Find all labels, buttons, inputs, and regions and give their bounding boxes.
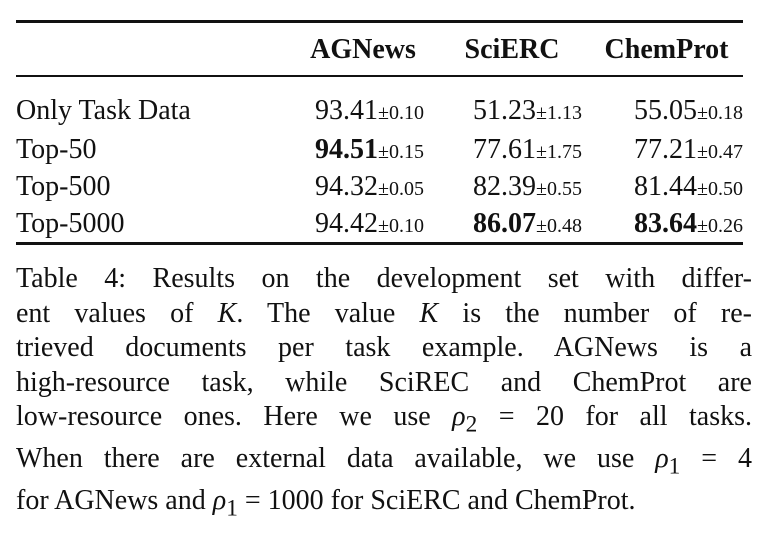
header-cell-agnews: AGNews <box>310 34 416 65</box>
header-cell-chemprot: ChemProt <box>604 34 729 65</box>
table-cell <box>424 76 582 131</box>
cell-std-dev: ±0.18 <box>697 102 743 124</box>
cell-std-dev: ±0.48 <box>536 214 582 237</box>
caption-line: high-resource task, while SciREC and ChemProt are <box>16 366 752 398</box>
table-cell <box>582 131 743 168</box>
cell-value: 94.51 <box>315 133 379 165</box>
cell-value: 77.61 <box>473 133 537 165</box>
table-row <box>16 205 743 242</box>
cell-value: 93.41 <box>315 95 379 126</box>
caption-line: low-resource ones. Here we use $\rho_2 = 20$ for all tasks. <box>16 401 752 438</box>
cell-value: 82.39 <box>473 170 537 202</box>
cell-value: 77.21 <box>634 133 698 165</box>
table-row <box>16 131 743 168</box>
table-header-row <box>16 24 743 76</box>
cell-std-dev: ±0.05 <box>378 177 424 200</box>
table-row <box>16 168 743 205</box>
results-table <box>16 24 743 242</box>
table-body <box>16 76 743 242</box>
cell-value: 94.32 <box>315 170 379 202</box>
caption-line: Table 4: Results on the development set with differ- <box>16 263 752 294</box>
cell-std-dev: ±0.47 <box>697 140 743 163</box>
row-label: Top-50 <box>16 133 97 165</box>
row-label: Only Task Data <box>16 95 191 126</box>
table-cell <box>254 131 424 168</box>
cell-std-dev: ±0.55 <box>536 177 582 200</box>
table-cell <box>582 76 743 131</box>
cell-std-dev: ±1.75 <box>536 140 582 163</box>
caption-line: trieved documents per task example. AGNews is a <box>16 332 752 363</box>
table-cell <box>424 168 582 205</box>
header-cell-empty <box>16 24 254 76</box>
cell-value: 86.07 <box>473 207 537 239</box>
row-label: Top-5000 <box>16 207 125 239</box>
cell-std-dev: ±1.13 <box>536 102 582 124</box>
table-cell <box>424 205 582 242</box>
caption-line: for AGNews and $\rho_1 = 1000$ for SciERC and ChemProt. <box>16 485 636 522</box>
cell-std-dev: ±0.15 <box>378 140 424 163</box>
table-cell <box>254 76 424 131</box>
table-cell <box>424 131 582 168</box>
cell-std-dev: ±0.50 <box>697 177 743 200</box>
caption-line: ent values of K. The value K is the number of re- <box>16 297 752 329</box>
cell-std-dev: ±0.26 <box>697 214 743 237</box>
cell-std-dev: ±0.10 <box>378 214 424 237</box>
cell-value: 55.05 <box>634 95 698 126</box>
cell-std-dev: ±0.10 <box>378 102 424 124</box>
table-cell <box>582 168 743 205</box>
cell-value: 83.64 <box>634 207 698 239</box>
table-top-rule <box>16 20 743 23</box>
table-row <box>16 76 743 131</box>
table-bottom-rule <box>16 242 743 245</box>
cell-value: 81.44 <box>634 170 698 202</box>
cell-value: 51.23 <box>473 95 537 126</box>
table-cell <box>254 205 424 242</box>
row-label: Top-500 <box>16 170 111 202</box>
header-cell-scierc: SciERC <box>464 34 560 65</box>
table-cell <box>254 168 424 205</box>
table-cell <box>582 205 743 242</box>
table-caption <box>16 262 752 526</box>
caption-line: When there are external data available, we use $\rho_1 = 4$ <box>16 443 752 480</box>
cell-value: 94.42 <box>315 207 379 239</box>
